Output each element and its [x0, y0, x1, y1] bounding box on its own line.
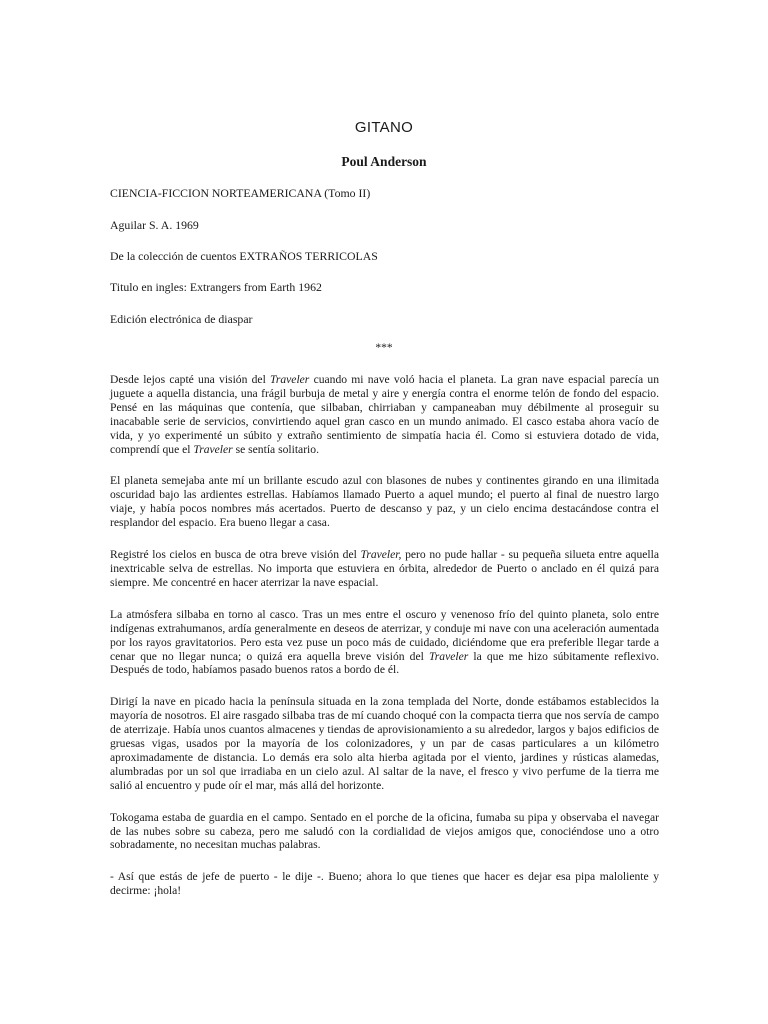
meta-line-edition: Edición electrónica de diaspar [110, 312, 253, 326]
author-name: Poul Anderson [341, 154, 427, 169]
meta-line-source: De la colección de cuentos EXTRAÑOS TERRICOLAS [110, 249, 378, 263]
meta-line-collection: CIENCIA-FICCION NORTEAMERICANA (Tomo II) [110, 186, 371, 200]
paragraph-1-text-c: se sentía solitario. [232, 442, 319, 456]
paragraph-3 [110, 548, 659, 590]
paragraph-4-text-b: la que me hizo súbitamente reflexivo. Después de todo, habíamos pasado buenos ratos a bordo de él. [110, 649, 659, 677]
ship-name-italic: Traveler [193, 442, 233, 456]
paragraph-2 [110, 474, 659, 530]
paragraph-1 [110, 373, 659, 456]
paragraph-6-text: Tokogama estaba de guardia en el campo. Sentado en el porche de la oficina, fumaba su pipa y observaba el navegar de las nubes sobre su cabeza, pero me saludó con la cordialidad de viejos amigos que, conociéndose uno a otro sobradamente, no necesitan muchas palabras. [110, 810, 659, 852]
paragraph-3-text-b: pero no pude hallar - su pequeña silueta entre aquella inextricable selva de estrellas. No importa que estuviera en órbita, alrededor de Puerto o anclado en él quizá para siempre. Me concentré en hacer aterrizar la nave espacial. [110, 548, 659, 589]
paragraph-3-text-a: Registré los cielos en busca de otra breve visión del [110, 548, 361, 562]
paragraph-5 [110, 695, 659, 792]
section-separator: *** [375, 342, 393, 354]
ship-name-italic: Traveler [270, 373, 310, 386]
paragraph-4-text-a: La atmósfera silbaba en torno al casco. Tras un mes entre el oscuro y venenoso frío del quinto planeta, solo entre indígenas extrahumanos, ardía generalmente en deseos de aterrizar, y conduje mi nave con una aceleración aumentada por los rayos gravitatorios. Pero esta vez puse un poco más de cuidado, diciéndome que era preferible llegar tarde a cenar que no llegar nunca; o quizá era aquella breve visión del [110, 607, 659, 663]
paragraph-7 [110, 870, 659, 898]
meta-line-publisher: Aguilar S. A. 1969 [110, 218, 199, 232]
meta-line-english-title: Titulo en ingles: Extrangers from Earth 1962 [110, 280, 322, 294]
paragraph-2-text: El planeta semejaba ante mí un brillante escudo azul con blasones de nubes y continentes girando en una ilimitada oscuridad bajo las ardientes estrellas. Habíamos llamado Puerto a aquel mundo; el puerto al final de nuestro largo viaje, y había pocos nombres más acertados. Puerto de descanso y paz, y un cielo encima destacándose contra el resplandor del espacio. Era bueno llegar a casa. [110, 474, 659, 530]
paragraph-4 [110, 608, 659, 678]
ship-name-italic: Traveler, [360, 548, 402, 562]
paragraph-7-text: - Así que estás de jefe de puerto - le dije -. Bueno; ahora lo que tienes que hacer es dejar esa pipa maloliente y decirme: ¡hola! [110, 870, 659, 898]
paragraph-1-text-a: Desde lejos capté una visión del [110, 373, 271, 386]
paragraph-6 [110, 811, 659, 853]
paragraph-1-text-b: cuando mi nave voló hacia el planeta. La gran nave espacial parecía un juguete a aquella distancia, una frágil burbuja de metal y aire y energía contra el enorme telón de fondo del espacio. Pensé en las máquinas que contenía, que silbaban, chirriaban y campaneaban muy débilmente al proseguir su inacabable serie de servicios, convirtiendo aquel gran casco en un mundo animado. El casco estaba ahora vacío de vida, y yo experimenté un súbito y extraño sentimiento de simpatía hacia él. Como si estuviera dotado de vida, comprendí que el [110, 373, 659, 456]
story-body [110, 373, 659, 916]
ship-name-italic: Traveler [428, 649, 469, 663]
paragraph-5-text: Dirigí la nave en picado hacia la península situada en la zona templada del Norte, donde estábamos establecidos la mayoría de nosotros. El aire rasgado silbaba tras de mí cuando choqué con la compacta tierra que nos servía de campo de aterrizaje. Había unos cuantos almacenes y tiendas de aprovisionamiento a su alrededor, largos y bajos edificios de gruesas vigas, usados por la mayoría de los colonizadores, y un par de casas particulares a un kilómetro aproximadamente de distancia. Lo demás era solo alta hierba agitada por el viento, jardines y rústicas alamedas, alumbradas por un sol que irradiaba en un cielo azul. Al saltar de la nave, el fresco y vivo perfume de la tierra me salió al encuentro y pude oír el mar, más allá del horizonte. [110, 695, 659, 792]
document-title: GITANO [354, 119, 414, 136]
